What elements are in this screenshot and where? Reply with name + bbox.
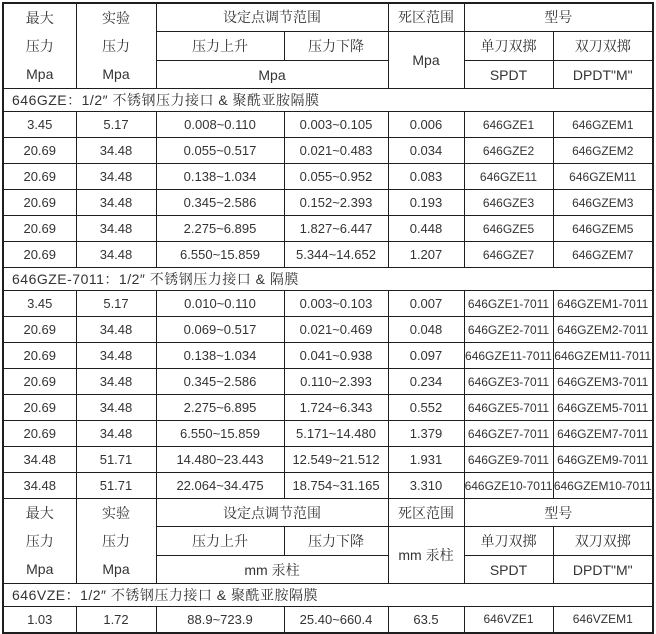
cell-deadband: 0.006	[388, 112, 464, 138]
cell-test-pressure: 34.48	[76, 369, 156, 395]
cell-deadband: 0.193	[388, 190, 464, 216]
cell-model-dpdt: 646GZEM2-7011	[553, 317, 653, 343]
cell-max-pressure: 3.45	[3, 112, 76, 138]
pressure-switch-spec-table	[2, 2, 654, 634]
cell-model-spdt: 646GZE5-7011	[464, 395, 553, 421]
cell-max-pressure: 20.69	[3, 317, 76, 343]
section-title: 646GZE-7011：1/2″ 不锈钢压力接口 & 隔膜	[3, 268, 653, 291]
header-spdt-label: 单刀双掷	[464, 527, 553, 556]
cell-rise-range: 0.345~2.586	[156, 369, 284, 395]
header-max-pressure-line: 压力	[25, 38, 54, 54]
cell-test-pressure: 34.48	[76, 242, 156, 268]
cell-model-spdt: 646GZE7	[464, 242, 553, 268]
cell-max-pressure: 20.69	[3, 190, 76, 216]
table-row	[3, 164, 653, 190]
cell-deadband: 1.931	[388, 447, 464, 473]
cell-fall-range: 0.152~2.393	[284, 190, 388, 216]
cell-model-spdt: 646GZE2	[464, 138, 553, 164]
section-title: 646VZE：1/2″ 不锈钢压力接口 & 聚酰亚胺隔膜	[3, 584, 653, 607]
cell-model-spdt: 646GZE1-7011	[464, 291, 553, 317]
header-pressure-fall: 压力下降	[284, 527, 388, 556]
table-row	[3, 216, 653, 242]
cell-test-pressure: 34.48	[76, 421, 156, 447]
cell-rise-range: 0.008~0.110	[156, 112, 284, 138]
header-spdt-code: SPDT	[464, 556, 553, 584]
cell-model-dpdt: 646GZEM10-7011	[553, 473, 653, 499]
header-deadband: 死区范围	[388, 499, 464, 527]
cell-test-pressure: 5.17	[76, 291, 156, 317]
cell-fall-range: 1.724~6.343	[284, 395, 388, 421]
cell-rise-range: 0.055~0.517	[156, 138, 284, 164]
header-dpdt-label: 双刀双掷	[553, 527, 653, 556]
cell-max-pressure: 20.69	[3, 343, 76, 369]
spec-table-body	[3, 3, 653, 633]
cell-test-pressure: 51.71	[76, 473, 156, 499]
header-dpdt-code: DPDT"M"	[553, 556, 653, 584]
table-row	[3, 421, 653, 447]
header-test-pressure	[76, 499, 156, 584]
cell-fall-range: 0.110~2.393	[284, 369, 388, 395]
cell-fall-range: 0.021~0.469	[284, 317, 388, 343]
cell-test-pressure: 5.17	[76, 112, 156, 138]
header-pressure-rise: 压力上升	[156, 527, 284, 556]
cell-test-pressure: 51.71	[76, 447, 156, 473]
cell-model-spdt: 646GZE5	[464, 216, 553, 242]
cell-deadband: 3.310	[388, 473, 464, 499]
table-row	[3, 395, 653, 421]
cell-test-pressure: 34.48	[76, 164, 156, 190]
cell-max-pressure: 20.69	[3, 216, 76, 242]
table-row	[3, 447, 653, 473]
cell-max-pressure: 34.48	[3, 447, 76, 473]
cell-model-dpdt: 646GZEM11-7011	[553, 343, 653, 369]
cell-max-pressure: 34.48	[3, 473, 76, 499]
header-row	[3, 3, 653, 31]
cell-model-spdt: 646GZE1	[464, 112, 553, 138]
table-row	[3, 473, 653, 499]
cell-max-pressure: 20.69	[3, 421, 76, 447]
cell-max-pressure: 20.69	[3, 164, 76, 190]
cell-deadband: 0.007	[388, 291, 464, 317]
cell-fall-range: 1.827~6.447	[284, 216, 388, 242]
cell-deadband: 0.097	[388, 343, 464, 369]
header-test-pressure	[76, 3, 156, 89]
header-deadband: 死区范围	[388, 3, 464, 31]
cell-test-pressure: 34.48	[76, 190, 156, 216]
header-setpoint-range: 设定点调节范围	[156, 499, 388, 527]
header-deadband-unit: mm 汞柱	[388, 527, 464, 584]
header-test-pressure-line: Mpa	[102, 561, 130, 577]
header-pressure-fall: 压力下降	[284, 31, 388, 61]
cell-deadband: 0.234	[388, 369, 464, 395]
cell-model-spdt: 646VZE1	[464, 607, 553, 633]
header-max-pressure-line: Mpa	[26, 66, 54, 82]
cell-model-spdt: 646GZE3-7011	[464, 369, 553, 395]
cell-model-spdt: 646GZE2-7011	[464, 317, 553, 343]
header-model: 型号	[464, 3, 653, 31]
cell-fall-range: 0.055~0.952	[284, 164, 388, 190]
header-spdt-label: 单刀双掷	[464, 31, 553, 61]
cell-deadband: 63.5	[388, 607, 464, 633]
cell-fall-range: 0.041~0.938	[284, 343, 388, 369]
header-deadband-unit: Mpa	[388, 31, 464, 89]
cell-model-dpdt: 646GZEM7-7011	[553, 421, 653, 447]
cell-fall-range: 18.754~31.165	[284, 473, 388, 499]
cell-model-dpdt: 646GZEM3	[553, 190, 653, 216]
cell-model-spdt: 646GZE3	[464, 190, 553, 216]
table-row	[3, 343, 653, 369]
header-test-pressure-line: 压力	[102, 533, 130, 549]
header-max-pressure-line: 最大	[25, 10, 54, 26]
cell-rise-range: 2.275~6.895	[156, 216, 284, 242]
header-pressure-rise: 压力上升	[156, 31, 284, 61]
cell-test-pressure: 34.48	[76, 317, 156, 343]
header-test-pressure-line: Mpa	[102, 66, 130, 82]
section-title-row	[3, 584, 653, 607]
header-setpoint-unit: mm 汞柱	[156, 556, 388, 584]
header-setpoint-range: 设定点调节范围	[156, 3, 388, 31]
header-max-pressure-line: 最大	[25, 505, 54, 521]
cell-max-pressure: 20.69	[3, 138, 76, 164]
cell-model-dpdt: 646GZEM1	[553, 112, 653, 138]
header-dpdt-code: DPDT"M"	[553, 61, 653, 89]
cell-model-spdt: 646GZE11	[464, 164, 553, 190]
cell-deadband: 0.448	[388, 216, 464, 242]
header-test-pressure-line: 实验	[102, 505, 130, 521]
cell-max-pressure: 20.69	[3, 369, 76, 395]
cell-rise-range: 6.550~15.859	[156, 421, 284, 447]
cell-rise-range: 6.550~15.859	[156, 242, 284, 268]
cell-deadband: 0.083	[388, 164, 464, 190]
header-setpoint-unit: Mpa	[156, 61, 388, 89]
cell-model-spdt: 646GZE11-7011	[464, 343, 553, 369]
cell-model-dpdt: 646GZEM7	[553, 242, 653, 268]
cell-fall-range: 0.021~0.483	[284, 138, 388, 164]
cell-max-pressure: 20.69	[3, 242, 76, 268]
header-model: 型号	[464, 499, 653, 527]
cell-rise-range: 0.069~0.517	[156, 317, 284, 343]
cell-test-pressure: 34.48	[76, 138, 156, 164]
cell-deadband: 1.379	[388, 421, 464, 447]
cell-max-pressure: 3.45	[3, 291, 76, 317]
table-row	[3, 112, 653, 138]
cell-model-spdt: 646GZE10-7011	[464, 473, 553, 499]
header-row	[3, 499, 653, 527]
cell-test-pressure: 1.72	[76, 607, 156, 633]
header-test-pressure-line: 压力	[102, 38, 130, 54]
table-row	[3, 242, 653, 268]
cell-model-spdt: 646GZE9-7011	[464, 447, 553, 473]
cell-model-spdt: 646GZE7-7011	[464, 421, 553, 447]
cell-test-pressure: 34.48	[76, 395, 156, 421]
header-max-pressure-line: Mpa	[26, 561, 54, 577]
cell-model-dpdt: 646GZEM5-7011	[553, 395, 653, 421]
cell-model-dpdt: 646VZEM1	[553, 607, 653, 633]
cell-model-dpdt: 646GZEM3-7011	[553, 369, 653, 395]
header-test-pressure-line: 实验	[102, 10, 130, 26]
cell-fall-range: 25.40~660.4	[284, 607, 388, 633]
cell-rise-range: 2.275~6.895	[156, 395, 284, 421]
table-row	[3, 317, 653, 343]
table-row	[3, 369, 653, 395]
header-max-pressure	[3, 3, 76, 89]
cell-fall-range: 5.171~14.480	[284, 421, 388, 447]
cell-test-pressure: 34.48	[76, 343, 156, 369]
cell-deadband: 0.552	[388, 395, 464, 421]
cell-fall-range: 12.549~21.512	[284, 447, 388, 473]
table-row	[3, 190, 653, 216]
cell-model-dpdt: 646GZEM11	[553, 164, 653, 190]
cell-rise-range: 0.345~2.586	[156, 190, 284, 216]
header-max-pressure	[3, 499, 76, 584]
cell-test-pressure: 34.48	[76, 216, 156, 242]
cell-rise-range: 0.138~1.034	[156, 343, 284, 369]
table-row	[3, 138, 653, 164]
cell-rise-range: 0.138~1.034	[156, 164, 284, 190]
cell-deadband: 1.207	[388, 242, 464, 268]
header-dpdt-label: 双刀双掷	[553, 31, 653, 61]
cell-model-dpdt: 646GZEM1-7011	[553, 291, 653, 317]
cell-fall-range: 0.003~0.103	[284, 291, 388, 317]
cell-deadband: 0.034	[388, 138, 464, 164]
table-row	[3, 291, 653, 317]
cell-rise-range: 14.480~23.443	[156, 447, 284, 473]
cell-model-dpdt: 646GZEM5	[553, 216, 653, 242]
header-spdt-code: SPDT	[464, 61, 553, 89]
cell-fall-range: 5.344~14.652	[284, 242, 388, 268]
section-title-row	[3, 268, 653, 291]
cell-fall-range: 0.003~0.105	[284, 112, 388, 138]
cell-model-dpdt: 646GZEM2	[553, 138, 653, 164]
cell-rise-range: 0.010~0.110	[156, 291, 284, 317]
cell-max-pressure: 1.03	[3, 607, 76, 633]
cell-deadband: 0.048	[388, 317, 464, 343]
section-title: 646GZE：1/2″ 不锈钢压力接口 & 聚酰亚胺隔膜	[3, 89, 653, 112]
cell-max-pressure: 20.69	[3, 395, 76, 421]
section-title-row	[3, 89, 653, 112]
cell-rise-range: 22.064~34.475	[156, 473, 284, 499]
cell-rise-range: 88.9~723.9	[156, 607, 284, 633]
header-max-pressure-line: 压力	[25, 533, 54, 549]
cell-model-dpdt: 646GZEM9-7011	[553, 447, 653, 473]
